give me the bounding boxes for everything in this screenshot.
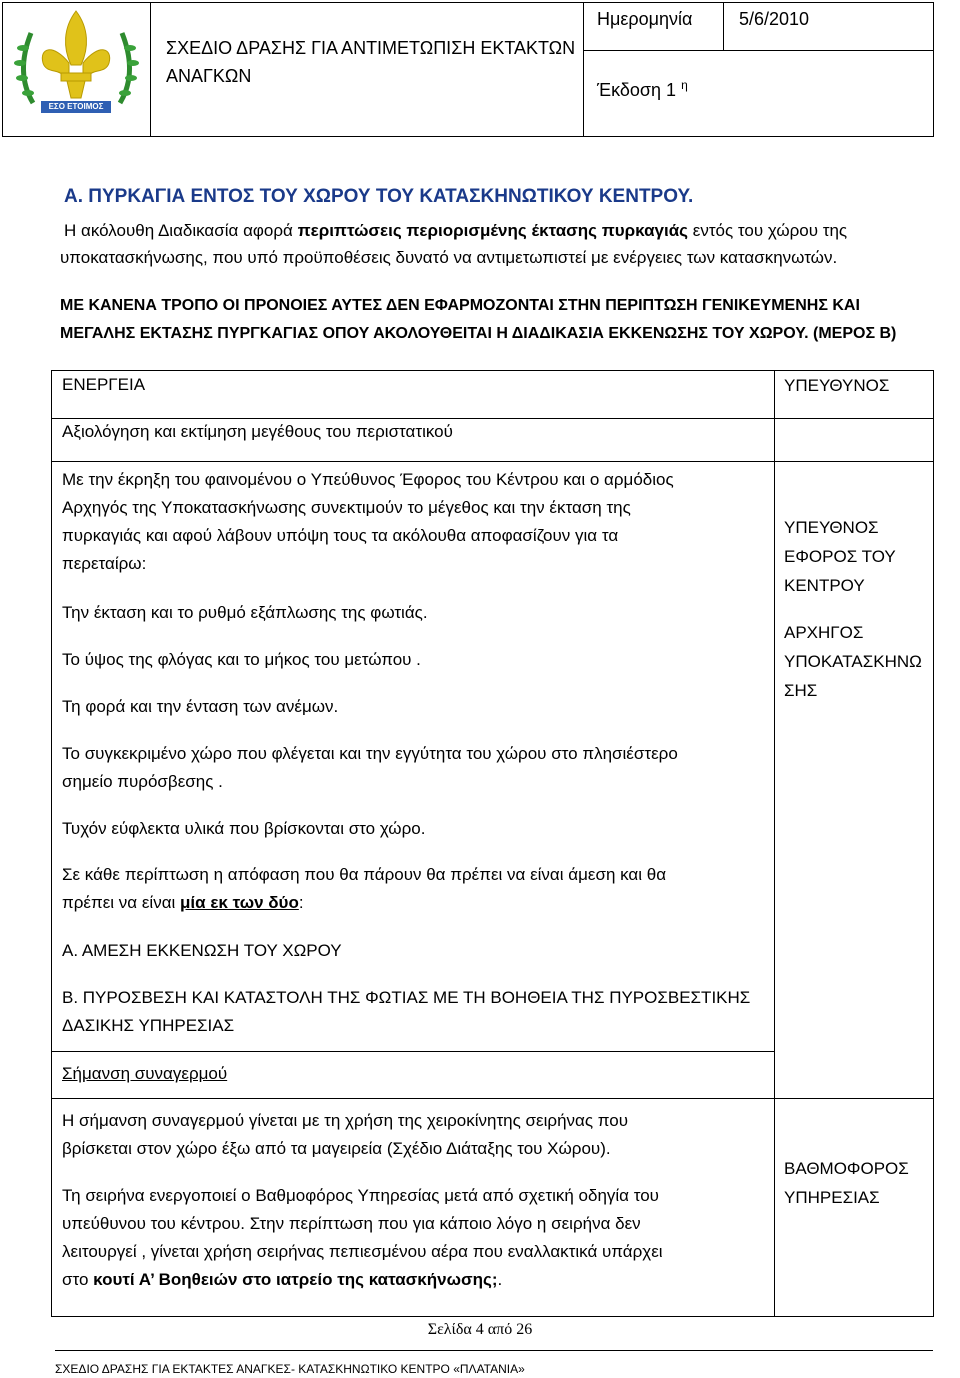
table-row-divider: [52, 461, 933, 462]
list-item: Τυχόν εύφλεκτα υλικά που βρίσκονται στο χώρο.: [62, 819, 426, 838]
table-column-divider: [774, 371, 775, 1316]
responsible-row4: ΒΑΘΜΟΦΟΡΟΣ ΥΠΗΡΕΣΙΑΣ: [784, 1159, 909, 1207]
alarm-paragraph-2: Τη σειρήνα ενεργοποιεί ο Βαθμοφόρος Υπηρεσίας μετά από σχετική οδηγία του υπεύθυνου του κέντρου. Στην περίπτωση που για κάποιο λόγο η σειρήνα δεν λειτουργεί , γίνεται χρήση σειρήνας πεπιεσμένου αέρα που εναλλακτικά υπάρχει στο κουτί Α’ Βοηθειών στο ιατρείο της κατασκήνωσης;.: [62, 1186, 663, 1289]
warning-line1: ΜΕ ΚΑΝΕΝΑ ΤΡΟΠΟ ΟΙ ΠΡΟΝΟΙΕΣ ΑΥΤΕΣ ΔΕΝ ΕΦΑΡΜΟΖΟΝΤΑΙ ΣΤΗΝ ΠΕΡΙΠΤΩΣΗ ΓΕΝΙΚΕΥΜΕΝΗΣ ΚΑΙ: [60, 297, 860, 314]
table-row-divider: [52, 1051, 774, 1052]
list-item: Την έκταση και το ρυθμό εξάπλωσης της φωτιάς.: [62, 603, 428, 622]
document-header: [2, 2, 934, 137]
intro-line1: Η ακόλουθη Διαδικασία αφορά περιπτώσεις περιορισμένης έκτασης πυρκαγιάς εντός του χώρου της: [64, 221, 848, 240]
date-label: Ημερομηνία: [597, 9, 693, 29]
option-a: Α. ΑΜΕΣΗ ΕΚΚΕΝΩΣΗ ΤΟΥ ΧΩΡΟΥ: [62, 941, 342, 960]
scout-fleur-de-lis-logo: [3, 3, 150, 136]
decision-emphasis: μία εκ των δύο: [180, 893, 299, 912]
option-b: Β. ΠΥΡΟΣΒΕΣΗ ΚΑΙ ΚΑΤΑΣΤΟΛΗ ΤΗΣ ΦΩΤΙΑΣ ΜΕ ΤΗ ΒΟΗΘΕΙΑ ΤΗΣ ΠΥΡΟΣΒΕΣΤΙΚΗΣ ΔΑΣΙΚΗΣ ΥΠΗΡΕΣΙΑΣ: [62, 988, 751, 1035]
section-title: Α. ΠΥΡΚΑΓΙΑ ΕΝΤΟΣ ΤΟΥ ΧΩΡΟΥ ΤΟΥ ΚΑΤΑΣΚΗΝΩΤΙΚΟΥ ΚΕΝΤΡΟΥ.: [64, 186, 694, 207]
column-header-responsible: ΥΠΕΥΘΥΝΟΣ: [784, 376, 890, 395]
logo-banner-text: ΕΣΟ ΕΤΟΙΜΟΣ: [48, 102, 104, 111]
footer-document-title: ΣΧΕΔΙΟ ΔΡΑΣΗΣ ΓΙΑ ΕΚΤΑΚΤΕΣ ΑΝΑΓΚΕΣ- ΚΑΤΑΣΚΗΝΩΤΙΚΟ ΚΕΝΤΡΟ «ΠΛΑΤΑΝΙΑ»: [55, 1362, 525, 1376]
list-item: Το συγκεκριμένο χώρο που φλέγεται και την εγγύτητα του χώρου στο πλησιέστερο σημείο πυρόσβεσης .: [62, 744, 678, 791]
row-heading-assessment: Αξιολόγηση και εκτίμηση μεγέθους του περιστατικού: [62, 422, 453, 441]
first-aid-box-emphasis: κουτί Α’ Βοηθειών στο ιατρείο της κατασκήνωσης;: [93, 1270, 498, 1289]
intro-bold: περιπτώσεις περιορισμένης έκτασης πυρκαγιάς: [297, 221, 689, 240]
responsible-row2: ΥΠΕΥΘΝΟΣ ΕΦΟΡΟΣ ΤΟΥ ΚΕΝΤΡΟΥ ΑΡΧΗΓΟΣ ΥΠΟΚΑΤΑΣΚΗΝΩ ΣΗΣ: [784, 518, 922, 700]
page-number: Σελίδα 4 από 26: [427, 1321, 533, 1338]
intro-line2: υποκατασκήνωσης, που υπό προϋποθέσεις δυνατό να αντιμετωπιστεί με ενέργειες των κατασκηνωτών.: [60, 248, 838, 267]
assessment-paragraph: Με την έκρηξη του φαινομένου ο Υπεύθυνος Έφορος του Κέντρου και ο αρμόδιος Αρχηγός της Υποκατασκήνωσης συνεκτιμούν το μέγεθος και την έκταση της πυρκαγιάς και αφού λάβουν υπόψη τους τα ακόλουθα αποφασίζουν για τα περεταίρω:: [62, 470, 674, 573]
version-superscript: η: [681, 78, 688, 92]
alarm-paragraph-1: Η σήμανση συναγερμού γίνεται με τη χρήση της χειροκίνητης σειρήνας που βρίσκεται στον χώρο έξω από τα μαγειρεία (Σχέδιο Διάταξης του Χώρου).: [62, 1111, 629, 1158]
table-row-divider: [52, 1098, 933, 1099]
header-title-line1: ΣΧΕΔΙΟ ΔΡΑΣΗΣ ΓΙΑ ΑΝΤΙΜΕΤΩΠΙΣΗ ΕΚΤΑΚΤΩΝ: [166, 38, 576, 58]
list-item: Το ύψος της φλόγας και το μήκος του μετώπου .: [62, 650, 421, 669]
row-heading-alarm: Σήμανση συναγερμού: [62, 1064, 228, 1083]
decision-paragraph: Σε κάθε περίπτωση η απόφαση που θα πάρουν θα πρέπει να είναι άμεση και θα πρέπει να είναι μία εκ των δύο:: [62, 865, 667, 912]
header-title-line2: ΑΝΑΓΚΩΝ: [166, 66, 252, 86]
warning-line2: ΜΕΓΑΛΗΣ ΕΚΤΑΣΗΣ ΠΥΡΓΚΑΓΙΑΣ ΟΠΟΥ ΑΚΟΛΟΥΘΕΙΤΑΙ Η ΔΙΑΔΙΚΑΣΙΑ ΕΚΚΕΝΩΣΗΣ ΤΟΥ ΧΩΡΟΥ. (ΜΕΡΟΣ Β): [60, 325, 897, 342]
date-divider: [723, 3, 724, 50]
version-label: Έκδοση 1 $^\eta$: [597, 78, 688, 100]
logo-cell: [3, 3, 151, 136]
action-table: [51, 370, 934, 1317]
column-header-action: ΕΝΕΡΓΕΙΑ: [62, 375, 146, 394]
list-item: Τη φορά και την ένταση των ανέμων.: [62, 697, 339, 716]
footer-rule: [55, 1350, 933, 1351]
date-value: 5/6/2010: [739, 9, 810, 29]
version-divider: [583, 50, 584, 136]
